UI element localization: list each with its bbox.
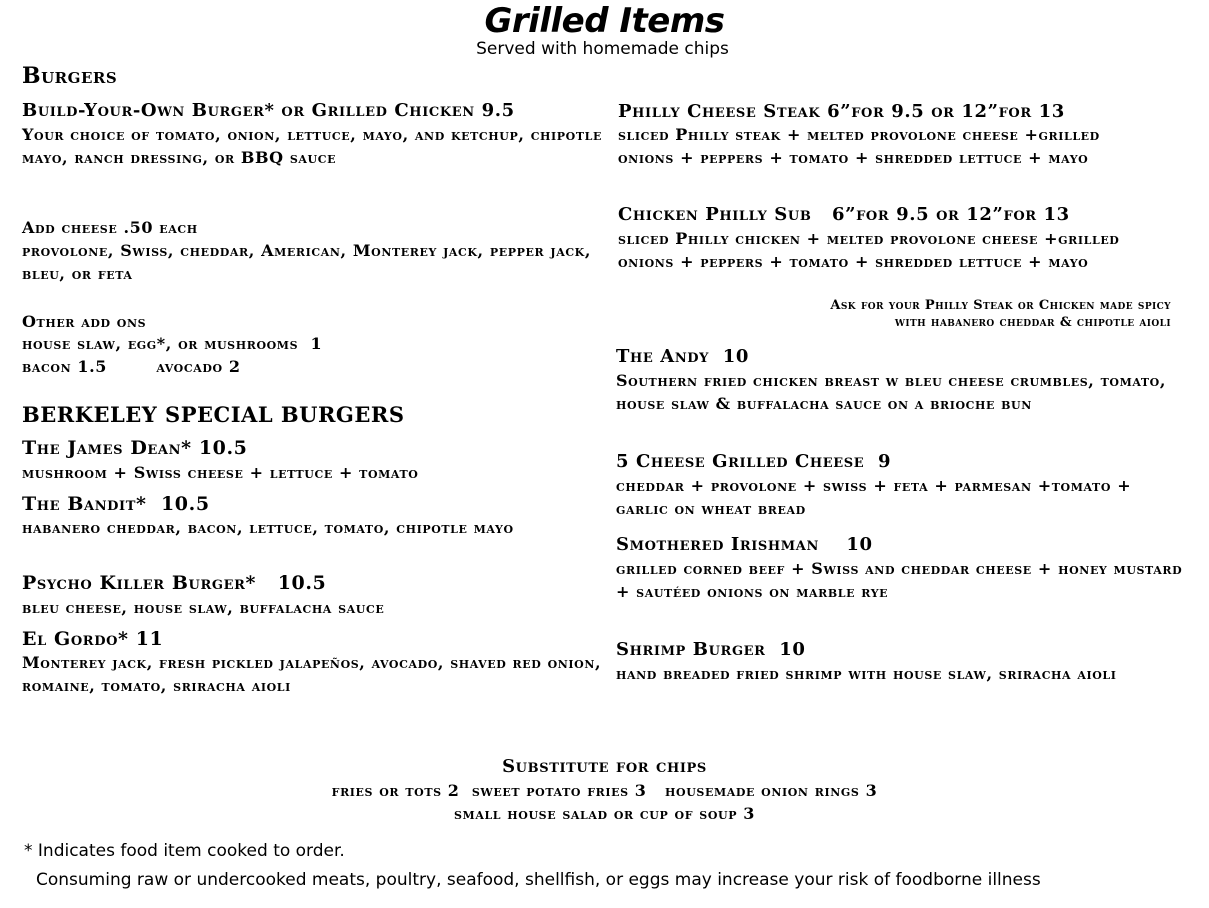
other-add-ons-line1: house slaw, egg*, or mushrooms 1: [22, 334, 323, 353]
right-item-name: Smothered Irishman 10: [616, 534, 873, 555]
right-item-name: 5 Cheese Grilled Cheese 9: [616, 451, 892, 472]
burgers-heading: Burgers: [22, 63, 118, 89]
right-item-desc: cheddar + provolone + swiss + feta + parmesan +tomato + garlic on wheat bread: [616, 476, 1132, 518]
right-item-desc: hand breaded fried shrimp with house slaw, sriracha aioli: [616, 664, 1117, 683]
right-item-name: The Andy 10: [616, 346, 750, 367]
right-item-desc: grilled corned beef + Swiss and cheddar cheese + honey mustard + sautéed onions on marble rye: [616, 559, 1183, 601]
right-item-desc: sliced Philly steak + melted provolone cheese +grilled onions + peppers + tomato + shredded lettuce + mayo: [618, 125, 1100, 167]
spicy-note-line2: with habanero cheddar & chipotle aioli: [894, 315, 1171, 330]
other-add-ons-line2: bacon 1.5 avocado 2: [22, 357, 241, 376]
build-your-own-desc: Your choice of tomato, onion, lettuce, mayo, and ketchup, chipotle mayo, ranch dressing, or BBQ sauce: [22, 125, 602, 167]
page-subtitle: Served with homemade chips: [476, 39, 729, 59]
special-item-desc: bleu cheese, house slaw, buffalacha sauce: [22, 598, 385, 617]
special-item-desc: habanero cheddar, bacon, lettuce, tomato, chipotle mayo: [22, 518, 514, 537]
spicy-note-line1: Ask for your Philly Steak or Chicken made spicy: [830, 298, 1171, 313]
substitute-line2: small house salad or cup of soup 3: [454, 804, 755, 823]
special-item-desc: Monterey jack, fresh pickled jalapeños, avocado, shaved red onion, romaine, tomato, sriracha aioli: [22, 653, 602, 695]
right-item-name: Philly Cheese Steak 6”for 9.5 or 12”for 13: [618, 101, 1065, 122]
page-title: Grilled Items: [484, 1, 725, 41]
build-your-own-name: Build-Your-Own Burger* or Grilled Chicken 9.5: [22, 100, 515, 121]
spicy-note: [616, 297, 1171, 331]
right-item-desc: sliced Philly chicken + melted provolone cheese +grilled onions + peppers + tomato + shredded lettuce + mayo: [618, 229, 1120, 271]
substitute-line1: fries or tots 2 sweet potato fries 3 housemade onion rings 3: [331, 781, 878, 800]
special-item-desc: mushroom + Swiss cheese + lettuce + tomato: [22, 463, 419, 482]
berkeley-special-heading: BERKELEY SPECIAL BURGERS: [22, 402, 405, 427]
consuming-raw-warning: Consuming raw or undercooked meats, poultry, seafood, shellfish, or eggs may increase your risk of foodborne illness: [36, 870, 1041, 890]
special-item-name: The James Dean* 10.5: [22, 437, 248, 459]
right-item-desc: Southern fried chicken breast w bleu cheese crumbles, tomato, house slaw & buffalacha sauce on a brioche bun: [616, 371, 1167, 413]
special-item-name: Psycho Killer Burger* 10.5: [22, 572, 327, 594]
special-item-name: The Bandit* 10.5: [22, 493, 210, 515]
cooked-to-order-note: * Indicates food item cooked to order.: [24, 841, 345, 861]
add-cheese-desc: provolone, Swiss, cheddar, American, Monterey jack, pepper jack, bleu, or feta: [22, 241, 592, 283]
other-add-ons-label: Other add ons: [22, 312, 147, 331]
right-item-name: Shrimp Burger 10: [616, 639, 806, 660]
right-item-name: Chicken Philly Sub 6”for 9.5 or 12”for 13: [618, 204, 1070, 225]
substitute-heading: Substitute for chips: [502, 756, 707, 777]
special-item-name: El Gordo* 11: [22, 628, 164, 650]
add-cheese-label: Add cheese .50 each: [22, 218, 198, 237]
